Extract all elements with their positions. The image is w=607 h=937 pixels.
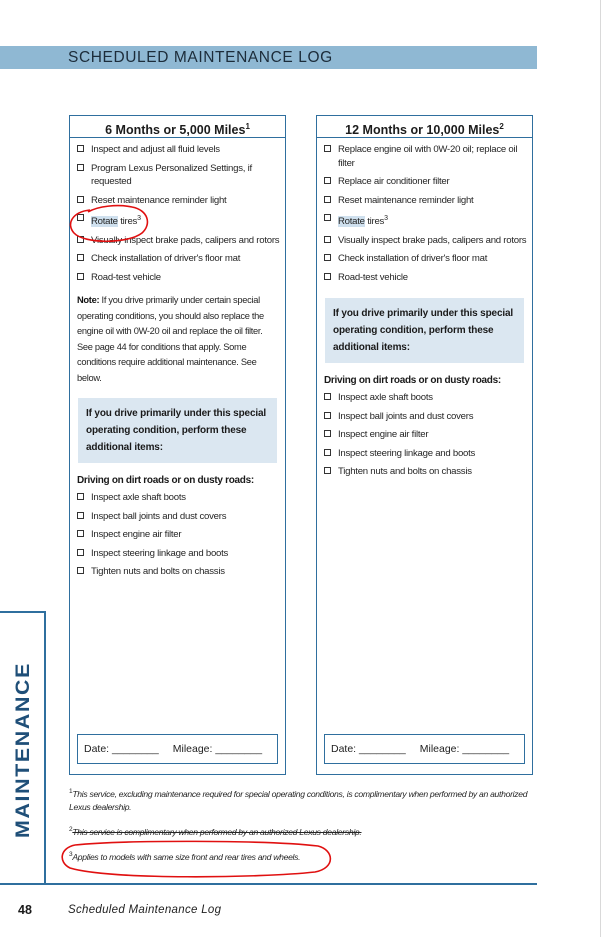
item-text: Road-test vehicle <box>91 271 161 283</box>
footer-rule <box>0 883 537 885</box>
checkbox-icon[interactable] <box>324 177 331 184</box>
highlighted-text: Rotate <box>338 216 365 227</box>
item-text: Inspect axle shaft boots <box>91 492 186 503</box>
column-12-months <box>316 115 533 775</box>
footnotes <box>69 785 539 873</box>
item-text: Inspect and adjust all fluid levels <box>91 144 220 155</box>
item-text: tires <box>117 216 138 227</box>
footnote-1 <box>69 785 539 814</box>
item-text: tires <box>364 216 385 227</box>
checklist-item <box>324 447 528 461</box>
checklist-item <box>324 465 528 479</box>
section-tab-svg <box>8 660 36 840</box>
checkbox-icon[interactable] <box>324 449 331 456</box>
checkbox-icon[interactable] <box>324 467 331 474</box>
dusty-roads-subhead: Driving on dirt roads or on dusty roads: <box>77 475 254 486</box>
checklist-item <box>77 491 281 505</box>
checklist-item <box>77 547 281 561</box>
checklist-item <box>324 428 528 442</box>
checkbox-icon[interactable] <box>324 412 331 419</box>
checkbox-icon[interactable] <box>77 214 84 221</box>
footnote-text: This service, excluding maintenance required for special operating conditions, is complimentary when performed by an authorized Lexus dealership. <box>69 789 528 812</box>
checklist-item <box>77 252 281 266</box>
item-text: Replace engine oil with 0W-20 oil; replace oil filter <box>338 144 518 169</box>
footnote-number: 1 <box>69 788 73 795</box>
checklist-item <box>324 410 528 424</box>
checkbox-icon[interactable] <box>324 393 331 400</box>
checklist-item <box>77 194 281 208</box>
checklist-item <box>77 528 281 542</box>
item-text: Reset maintenance reminder light <box>91 194 227 206</box>
note-text: If you drive primarily under certain special operating conditions, you should also replace the engine oil with 0W-20 oil and replace the oil filter. See page 44 for conditions that apply. Some conditions require additional maintenance. See below. <box>77 295 264 383</box>
checklist-item <box>77 271 281 285</box>
mileage-field[interactable]: Mileage: ________ <box>419 743 510 755</box>
checkbox-icon[interactable] <box>77 254 84 261</box>
column-title <box>317 116 532 138</box>
checkbox-icon[interactable] <box>77 493 84 500</box>
item-text: Visually inspect brake pads, calipers and rotors <box>338 234 527 246</box>
checkbox-icon[interactable] <box>77 512 84 519</box>
dusty-roads-subhead: Driving on dirt roads or on dusty roads: <box>324 375 501 386</box>
checklist-item <box>324 175 528 189</box>
mileage-field[interactable]: Mileage: ________ <box>172 743 263 755</box>
item-text: Replace air conditioner filter <box>338 176 450 187</box>
checklist-item <box>77 510 281 524</box>
footnote-ref: 3 <box>137 215 141 222</box>
checkbox-icon[interactable] <box>77 530 84 537</box>
item-text: Inspect engine air filter <box>91 529 182 540</box>
footnote-text: Applies to models with same size front and rear tires and wheels. <box>72 852 301 862</box>
checklist-item <box>324 143 528 170</box>
section-tab-label <box>8 660 36 840</box>
item-text: Visually inspect brake pads, calipers and rotors <box>91 234 280 246</box>
checklist-item <box>324 194 528 208</box>
footnote-3 <box>69 848 539 864</box>
item-text: Reset maintenance reminder light <box>338 194 474 206</box>
checkbox-icon[interactable] <box>77 273 84 280</box>
footnote-number: 2 <box>69 826 73 833</box>
checkbox-icon[interactable] <box>324 254 331 261</box>
item-text: Program Lexus Personalized Settings, if requested <box>91 162 252 187</box>
page-edge-line <box>600 0 601 937</box>
checklist-item <box>324 391 528 405</box>
item-text: Inspect ball joints and dust covers <box>338 410 474 422</box>
item-text: Inspect axle shaft boots <box>338 392 433 403</box>
checkbox-icon[interactable] <box>324 145 331 152</box>
note-label: Note: <box>77 295 100 305</box>
checklist-item <box>77 212 281 229</box>
checklist-item <box>77 234 281 248</box>
checklist-item <box>77 162 281 189</box>
note-paragraph <box>77 293 279 386</box>
checklist-item <box>77 565 281 579</box>
date-field[interactable]: Date: ________ <box>84 743 159 755</box>
item-text: Inspect steering linkage and boots <box>338 447 476 459</box>
checkbox-icon[interactable] <box>77 196 84 203</box>
item-text: Inspect steering linkage and boots <box>91 547 229 559</box>
page-title: SCHEDULED MAINTENANCE LOG <box>68 49 333 66</box>
column-title <box>70 116 285 138</box>
special-condition-callout: If you drive primarily under this special operating condition, perform these additional items: <box>78 398 277 463</box>
footnote-ref: 1 <box>245 122 250 131</box>
item-text: Tighten nuts and bolts on chassis <box>91 566 225 577</box>
date-mileage-box[interactable] <box>324 734 525 764</box>
checklist-item <box>77 143 281 157</box>
column-title-text: 12 Months or 10,000 Miles <box>345 123 500 137</box>
item-text: Inspect engine air filter <box>338 429 429 440</box>
checkbox-icon[interactable] <box>77 164 84 171</box>
extra-checklist <box>317 391 532 479</box>
checklist-item <box>324 234 528 248</box>
item-text: Check installation of driver's floor mat <box>91 253 241 264</box>
highlighted-text: Rotate <box>91 216 118 227</box>
page-number: 48 <box>18 903 32 917</box>
footnote-2 <box>69 823 539 839</box>
checklist-item <box>324 252 528 266</box>
item-text: Inspect ball joints and dust covers <box>91 510 227 522</box>
checkbox-icon[interactable] <box>324 196 331 203</box>
section-tab-text: MAINTENANCE <box>13 681 34 838</box>
checklist <box>317 143 532 284</box>
footnote-ref: 3 <box>384 215 388 222</box>
item-text: Tighten nuts and bolts on chassis <box>338 466 472 477</box>
checkbox-icon[interactable] <box>324 214 331 221</box>
extra-checklist <box>70 491 285 579</box>
date-mileage-box[interactable] <box>77 734 278 764</box>
checkbox-icon[interactable] <box>77 236 84 243</box>
checkbox-icon[interactable] <box>324 273 331 280</box>
checkbox-icon[interactable] <box>77 567 84 574</box>
item-text: Check installation of driver's floor mat <box>338 253 488 264</box>
checkbox-icon[interactable] <box>324 236 331 243</box>
checkbox-icon[interactable] <box>77 145 84 152</box>
column-6-months <box>69 115 286 775</box>
footer-title: Scheduled Maintenance Log <box>68 904 222 916</box>
checkbox-icon[interactable] <box>77 549 84 556</box>
special-condition-callout: If you drive primarily under this special operating condition, perform these additional items: <box>325 298 524 363</box>
checklist <box>70 143 285 284</box>
footnote-ref: 2 <box>499 122 504 131</box>
checkbox-icon[interactable] <box>324 430 331 437</box>
checklist-item <box>324 271 528 285</box>
footnote-text: This service is complimentary when performed by an authorized Lexus dealership. <box>72 827 362 837</box>
checklist-item <box>324 212 528 229</box>
footnote-number: 3 <box>69 851 73 858</box>
item-text: Road-test vehicle <box>338 271 408 283</box>
column-title-text: 6 Months or 5,000 Miles <box>105 123 246 137</box>
date-field[interactable]: Date: ________ <box>331 743 406 755</box>
